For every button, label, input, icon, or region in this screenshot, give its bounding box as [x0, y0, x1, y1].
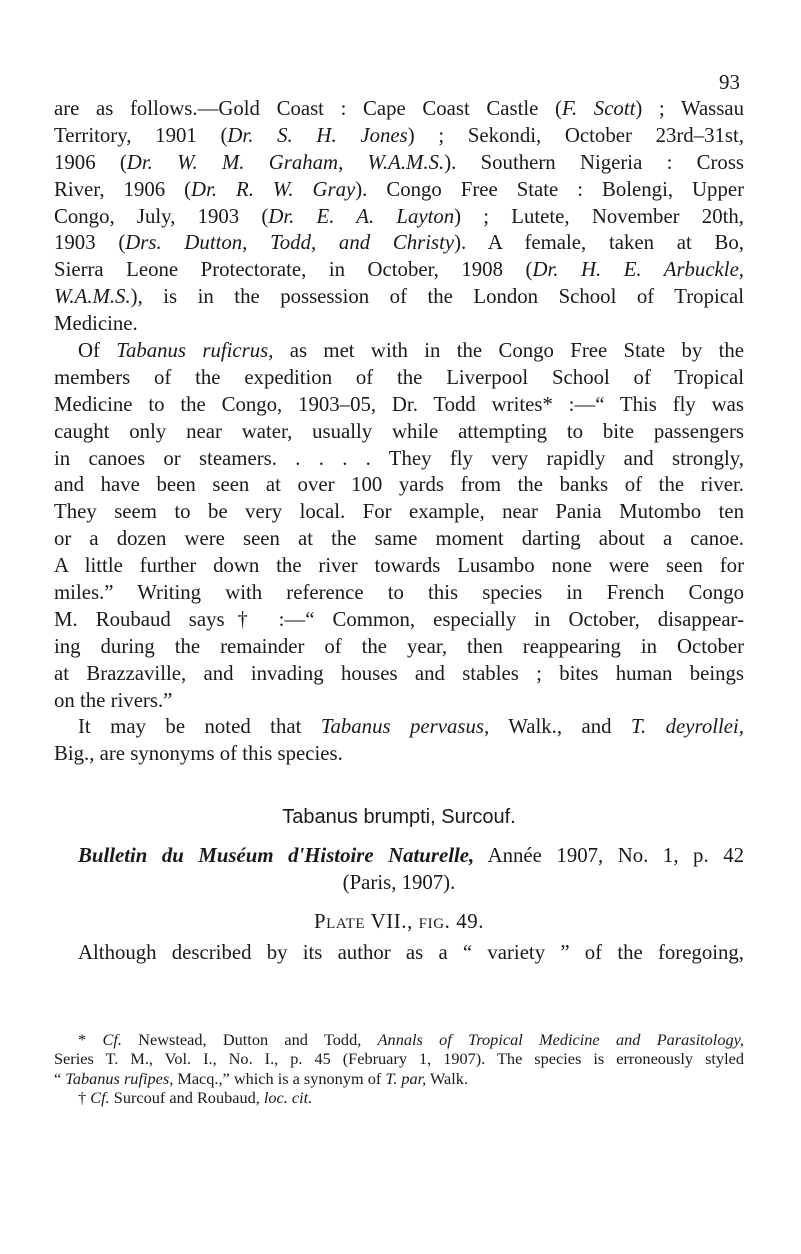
text-line: miles.” Writing with reference to this species in French Congo: [54, 581, 744, 605]
text-line: at Brazzaville, and invading houses and stables ; bites human beings: [54, 661, 744, 685]
footnote-line: † Cf. Surcouf and Roubaud, loc. cit.: [78, 1087, 313, 1107]
footnotes: [54, 1030, 744, 1107]
text-line: Medicine to the Congo, 1903–05, Dr. Todd writes* :—“ This fly was: [54, 392, 744, 416]
page-number: 93: [719, 70, 740, 94]
text-line: and have been seen at over 100 yards from the banks of the river.: [54, 473, 744, 497]
text-line: Although described by its author as a “ variety ” of the foregoing,: [78, 940, 744, 964]
citation-line: (Paris, 1907).: [342, 871, 456, 895]
main-text: [54, 96, 744, 967]
text-line: It may be noted that Tabanus pervasus, Walk., and T. deyrollei,: [78, 715, 744, 739]
text-line: Congo, July, 1903 (Dr. E. A. Layton) ; Lutete, November 20th,: [54, 204, 744, 228]
text-line: are as follows.—Gold Coast : Cape Coast Castle (F. Scott) ; Wassau: [54, 97, 744, 120]
text-line: or a dozen were seen at the same moment darting about a canoe.: [54, 527, 744, 551]
text-line: caught only near water, usually while attempting to bite passengers: [54, 419, 744, 443]
paragraph-todd-quote: [54, 338, 744, 714]
paragraph-synonyms: [54, 714, 744, 768]
text-line: on the rivers.”: [54, 688, 173, 712]
text-line: Territory, 1901 (Dr. S. H. Jones) ; Sekondi, October 23rd–31st,: [54, 123, 744, 147]
text-line: River, 1906 (Dr. R. W. Gray). Congo Free State : Bolengi, Upper: [54, 177, 744, 201]
text-line: W.A.M.S.), is in the possession of the London School of Tropical: [54, 285, 744, 309]
text-line: Big., are synonyms of this species.: [54, 742, 343, 766]
plate-reference: Plate VII., fig. 49.: [313, 909, 485, 933]
footnote-line: “ Tabanus rufipes, Macq.,” which is a synonym of T. par, Walk.: [54, 1068, 469, 1088]
text-line: 1903 (Drs. Dutton, Todd, and Christy). A female, taken at Bo,: [54, 231, 744, 255]
text-line: members of the expedition of the Liverpool School of Tropical: [54, 365, 744, 389]
text-line: M. Roubaud says† :—“ Common, especially in October, disappear-: [54, 607, 744, 631]
text-line: Sierra Leone Protectorate, in October, 1908 (Dr. H. E. Arbuckle,: [54, 258, 744, 282]
species-heading: Tabanus brumpti, Surcouf.: [282, 806, 516, 829]
text-line: They seem to be very local. For example, near Pania Mutombo ten: [54, 500, 744, 524]
footnote-line: * Cf. Newstead, Dutton and Todd, Annals of Tropical Medicine and Parasitology,: [78, 1030, 745, 1049]
text-line: Of Tabanus ruficrus, as met with in the Congo Free State by the: [78, 339, 744, 363]
text-line: ing during the remainder of the year, then reappearing in October: [54, 634, 744, 658]
text-line: Medicine.: [54, 312, 138, 336]
paragraph-localities: [54, 96, 744, 338]
footnote-line: Series T. M., Vol. I., No. I., p. 45 (February 1, 1907). The species is erroneously styled: [54, 1049, 744, 1069]
text-line: A little further down the river towards Lusambo none were seen for: [54, 554, 744, 578]
text-line: in canoes or steamers. . . . . They fly very rapidly and strongly,: [54, 446, 744, 470]
citation-line: Bulletin du Muséum d'Histoire Naturelle, Année 1907, No. 1, p. 42: [78, 844, 745, 868]
text-line: 1906 (Dr. W. M. Graham, W.A.M.S.). Southern Nigeria : Cross: [54, 150, 745, 174]
